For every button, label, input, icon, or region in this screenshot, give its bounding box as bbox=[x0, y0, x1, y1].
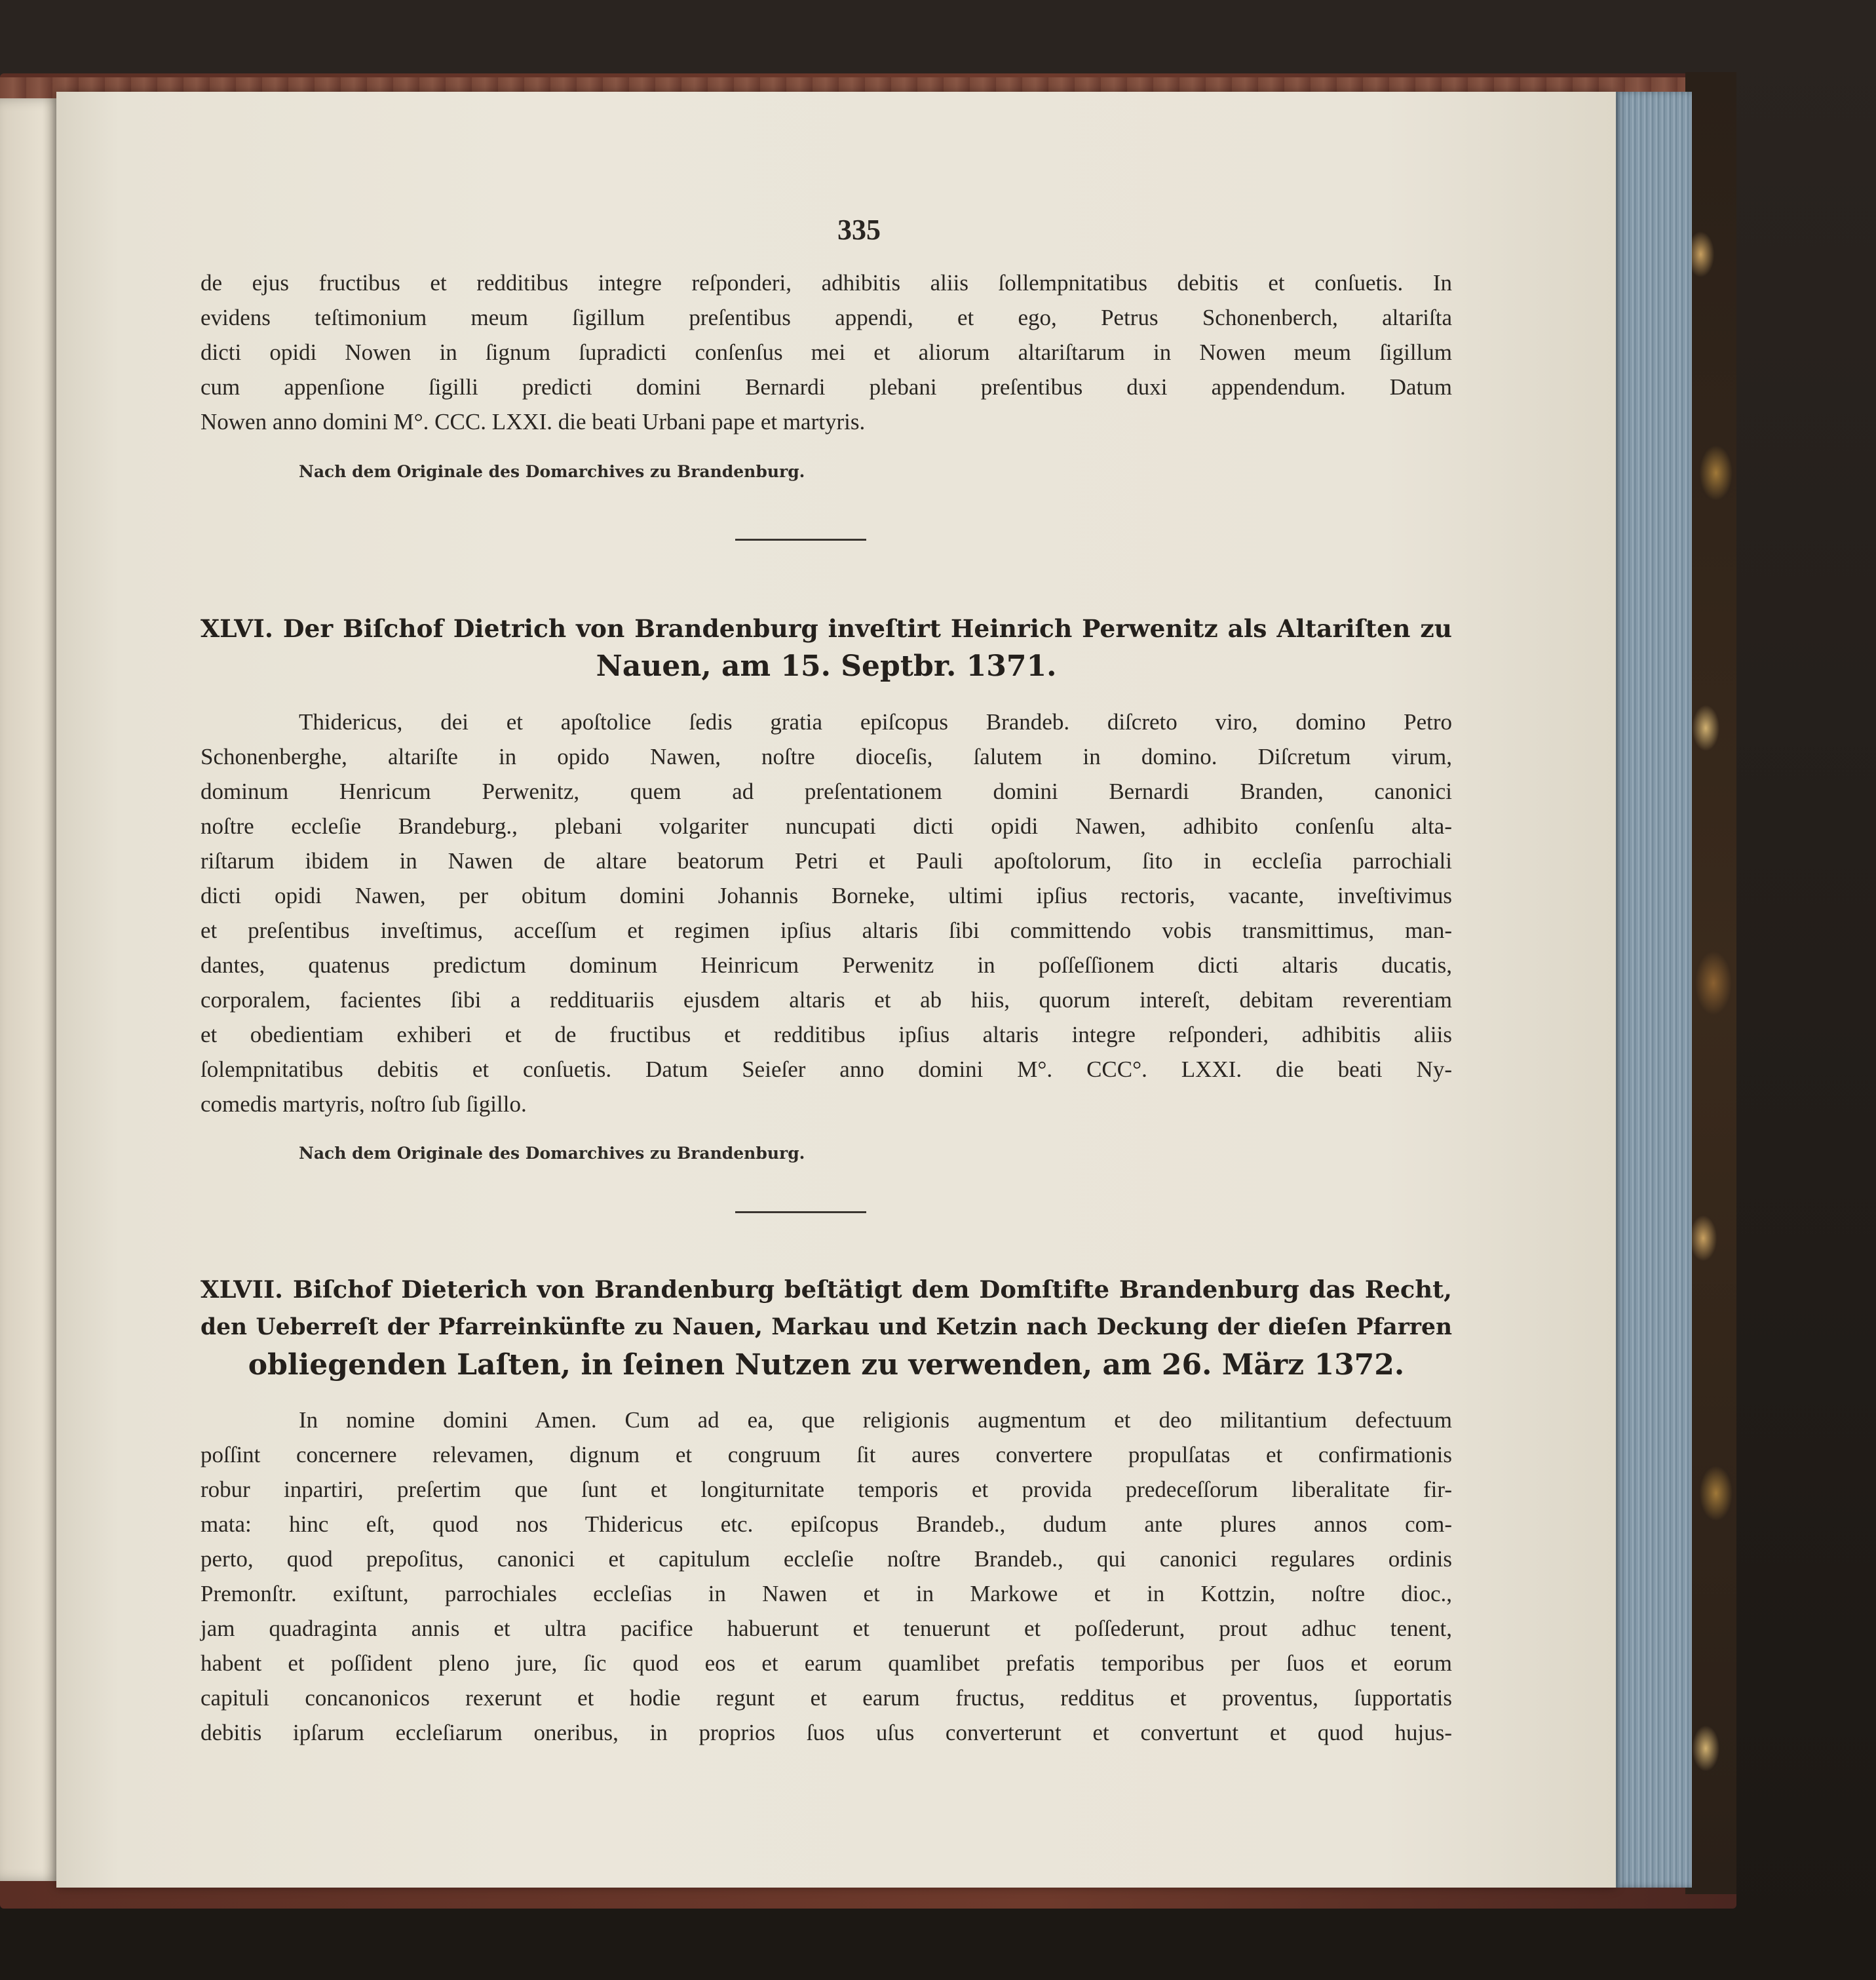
text-line: dicti opidi Nowen in ſignum ſupradicti conſenſus mei et aliorum altariſtarum in Nowen meum ſigillum bbox=[201, 340, 1452, 365]
continuation-paragraph bbox=[201, 265, 1452, 439]
text-line: et preſentibus inveſtimus, acceſſum et regimen ipſius altaris ſibi committendo vobis transmittimus, man- bbox=[201, 918, 1452, 943]
text-line: Schonenberghe, altariſte in opido Nawen, noſtre dioceſis, ſalutem in domino. Diſcretum virum, bbox=[201, 744, 1452, 769]
text-line: In nomine domini Amen. Cum ad ea, que religionis augmentum et deo militantium defectuum bbox=[299, 1407, 1452, 1433]
source-citation: Nach dem Originale des Domarchives zu Brandenburg. bbox=[299, 1144, 805, 1163]
section-xlvi-body bbox=[201, 705, 1452, 1121]
text-line: dicti opidi Nawen, per obitum domini Johannis Borneke, ultimi ipſius rectoris, vacante, inveſtivimus bbox=[201, 883, 1452, 908]
section-divider bbox=[735, 1211, 866, 1213]
heading-line: den Ueberreſt der Pfarreinkünfte zu Nauen, Markau und Ketzin nach Deckung der dieſen Pfarren bbox=[201, 1314, 1452, 1340]
text-line: habent et poſſident pleno jure, ſic quod eos et earum quamlibet prefatis temporibus per ſuos et eorum bbox=[201, 1650, 1452, 1676]
text-line: capituli concanonicos rexerunt et hodie regunt et earum fructus, redditus et proventus, ſupportatis bbox=[201, 1685, 1452, 1711]
text-line: debitis ipſarum eccleſiarum oneribus, in proprios ſuos uſus converterunt et convertunt et quod hujus- bbox=[201, 1720, 1452, 1745]
page-fore-edge bbox=[1613, 92, 1692, 1888]
text-line: et obedientiam exhiberi et de fructibus et redditibus ipſius altaris integre reſponderi, adhibitis aliis bbox=[201, 1022, 1452, 1047]
section-heading bbox=[201, 1270, 1452, 1384]
text-line: Thidericus, dei et apoſtolice ſedis gratia epiſcopus Brandeb. diſcreto viro, domino Petro bbox=[299, 709, 1452, 735]
source-note bbox=[201, 1144, 1452, 1163]
text-line: comedis martyris, noſtro ſub ſigillo. bbox=[201, 1091, 527, 1117]
text-line: evidens teſtimonium meum ſigillum preſentibus appendi, et ego, Petrus Schonenberch, altariſta bbox=[201, 305, 1452, 330]
page-number: 335 bbox=[837, 214, 881, 246]
text-line: Nowen anno domini M°. CCC. LXXI. die beati Urbani pape et martyris. bbox=[201, 409, 866, 435]
section-xlvi-heading bbox=[201, 610, 1452, 686]
heading-line: XLVII. Biſchof Dieterich von Brandenburg beſtätigt dem Domſtifte Brandenburg das Recht, bbox=[201, 1275, 1452, 1304]
charter-paragraph bbox=[201, 1403, 1452, 1750]
section-heading bbox=[201, 610, 1452, 686]
marbled-board-edge bbox=[1685, 72, 1736, 1894]
text-line: noſtre eccleſie Brandeburg., plebani volgariter nuncupati dicti opidi Nawen, adhibito conſenſu alta- bbox=[201, 813, 1452, 839]
section-divider bbox=[735, 539, 866, 541]
section-xlvii-body bbox=[201, 1403, 1452, 1750]
text-line: Premonſtr. exiſtunt, parrochiales eccleſias in Nawen et in Markowe et in Kottzin, noſtre dioc., bbox=[201, 1581, 1452, 1606]
text-line: corporalem, facientes ſibi a reddituariis ejusdem altaris et ab hiis, quorum intereſt, debitam reverentiam bbox=[201, 987, 1452, 1013]
text-line: poſſint concernere relevamen, dignum et congruum ſit aures convertere propulſatas et confirmationis bbox=[201, 1442, 1452, 1467]
heading-line: Nauen, am 15. Septbr. 1371. bbox=[596, 650, 1057, 683]
text-line: riſtarum ibidem in Nawen de altare beatorum Petri et Pauli apoſtolorum, ſito in eccleſia parrochiali bbox=[201, 848, 1452, 874]
text-line: de ejus fructibus et redditibus integre reſponderi, adhibitis aliis ſollempnitatibus debitis et conſuetis. In bbox=[201, 270, 1452, 296]
text-line: jam quadraginta annis et ultra pacifice habuerunt et tenuerunt et poſſederunt, prout adhuc tenent, bbox=[201, 1616, 1452, 1641]
source-note bbox=[201, 462, 1452, 481]
text-line: robur inpartiri, preſertim que ſunt et longiturnitate temporis et provida predeceſſorum liberalitate fir- bbox=[201, 1477, 1452, 1502]
text-line: ſolempnitatibus debitis et conſuetis. Datum Seieſer anno domini M°. CCC°. LXXI. die beati Ny- bbox=[201, 1057, 1452, 1082]
source-citation: Nach dem Originale des Domarchives zu Brandenburg. bbox=[299, 462, 805, 481]
text-line: cum appenſione ſigilli predicti domini Bernardi plebani preſentibus duxi appendendum. Datum bbox=[201, 374, 1452, 400]
text-line: dominum Henricum Perwenitz, quem ad preſentationem domini Bernardi Branden, canonici bbox=[201, 779, 1452, 804]
charter-paragraph bbox=[201, 705, 1452, 1121]
section-xlvii-heading bbox=[201, 1270, 1452, 1384]
text-line: dantes, quatenus predictum dominum Heinricum Perwenitz in poſſeſſionem dicti altaris ducatis, bbox=[201, 952, 1452, 978]
text-line: mata: hinc eſt, quod nos Thidericus etc. epiſcopus Brandeb., dudum ante plures annos com- bbox=[201, 1511, 1452, 1537]
heading-line: XLVI. Der Biſchof Dietrich von Brandenburg inveſtirt Heinrich Perwenitz als Altariſten zu bbox=[201, 614, 1452, 643]
facing-page-edge bbox=[0, 98, 60, 1881]
section-continuation bbox=[201, 265, 1452, 439]
heading-line: obliegenden Laſten, in ſeinen Nutzen zu verwenden, am 26. März 1372. bbox=[248, 1348, 1405, 1382]
text-line: perto, quod prepoſitus, canonici et capitulum eccleſie noſtre Brandeb., qui canonici regulares ordinis bbox=[201, 1546, 1452, 1572]
document-page bbox=[56, 92, 1616, 1888]
